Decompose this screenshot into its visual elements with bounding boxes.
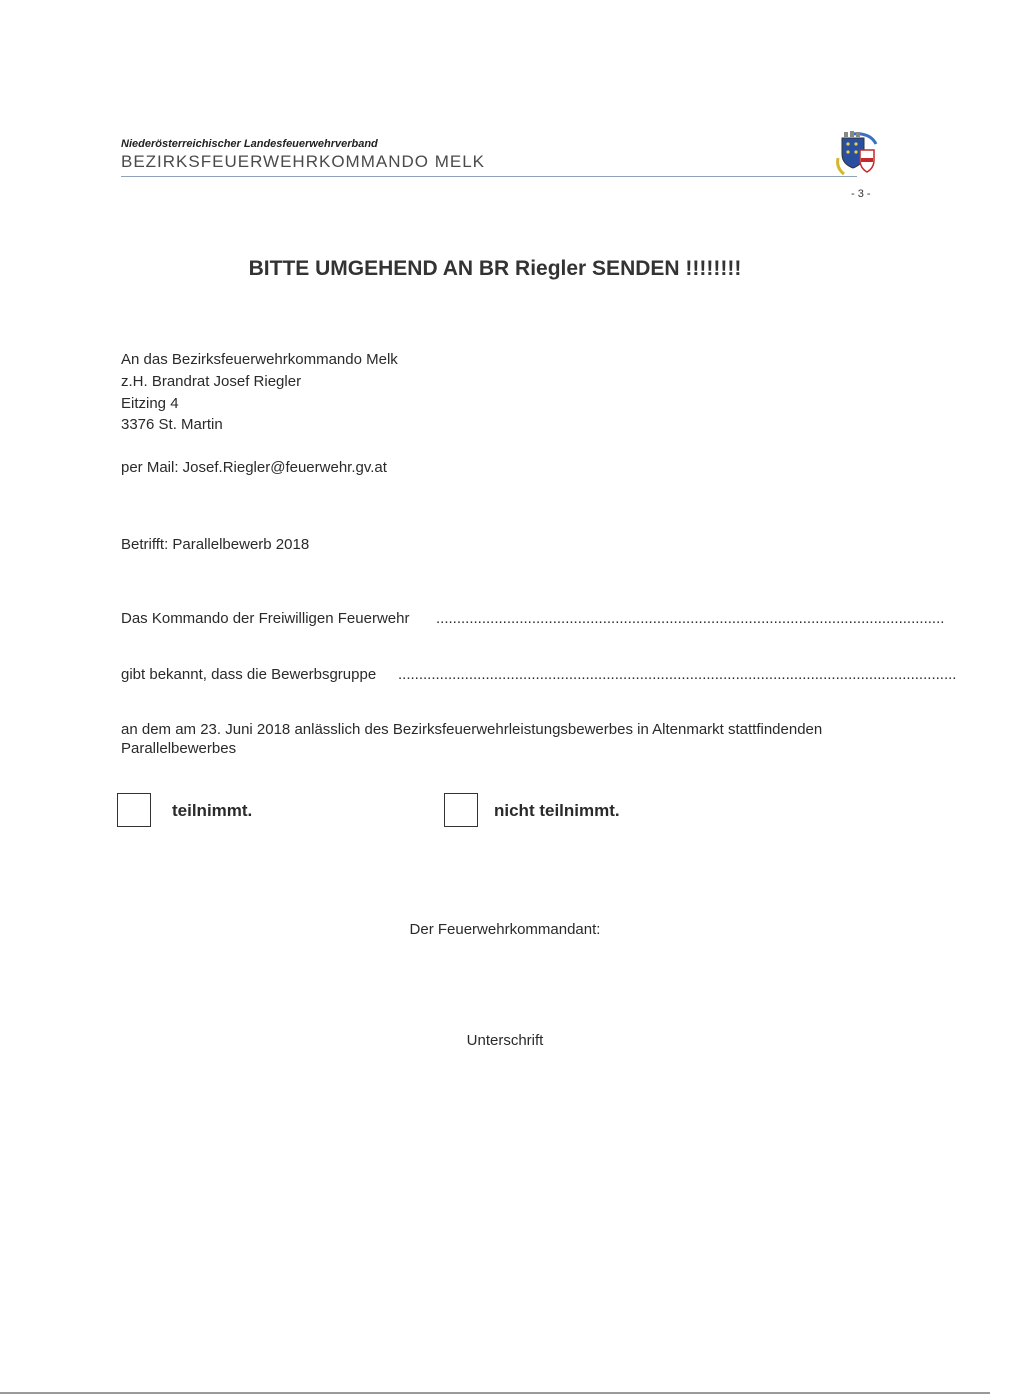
command-fill-line[interactable]: .......................................................................................................................... <box>436 610 945 627</box>
page-number: - 3 - <box>851 188 871 200</box>
address-line-attention: z.H. Brandrat Josef Riegler <box>121 373 302 390</box>
signature-label: Unterschrift <box>466 1032 544 1049</box>
event-line-continued: Parallelbewerbes <box>121 740 237 757</box>
address-line-city: 3376 St. Martin <box>121 416 223 433</box>
signature-title: Der Feuerwehrkommandant: <box>409 921 601 938</box>
header-rule <box>121 176 857 177</box>
command-line: Das Kommando der Freiwilligen Feuerwehr <box>121 610 410 627</box>
subject-line: Betrifft: Parallelbewerb 2018 <box>121 536 310 553</box>
participates-label: teilnimmt. <box>172 801 253 820</box>
event-line: an dem am 23. Juni 2018 anlässlich des Bezirksfeuerwehrleistungsbewerbes in Altenmarkt stattfindenden <box>121 721 823 738</box>
department-name: BEZIRKSFEUERWEHRKOMMANDO MELK <box>121 152 486 171</box>
page-edge-line <box>0 1392 990 1394</box>
mail-line: per Mail: Josef.Riegler@feuerwehr.gv.at <box>121 459 387 476</box>
page-title: BITTE UMGEHEND AN BR Riegler SENDEN !!!!!!!! <box>248 257 742 280</box>
organization-name: Niederösterreichischer Landesfeuerwehrverband <box>121 138 378 150</box>
not-participates-checkbox[interactable] <box>444 793 478 827</box>
participates-checkbox[interactable] <box>117 793 151 827</box>
address-line-recipient: An das Bezirksfeuerwehrkommando Melk <box>121 351 398 368</box>
coat-of-arms-icon <box>830 128 880 178</box>
group-line: gibt bekannt, dass die Bewerbsgruppe <box>121 666 377 683</box>
group-fill-line[interactable]: ...................................................................................................................................... <box>398 666 957 683</box>
not-participates-label: nicht teilnimmt. <box>494 801 620 820</box>
address-line-street: Eitzing 4 <box>121 395 179 412</box>
